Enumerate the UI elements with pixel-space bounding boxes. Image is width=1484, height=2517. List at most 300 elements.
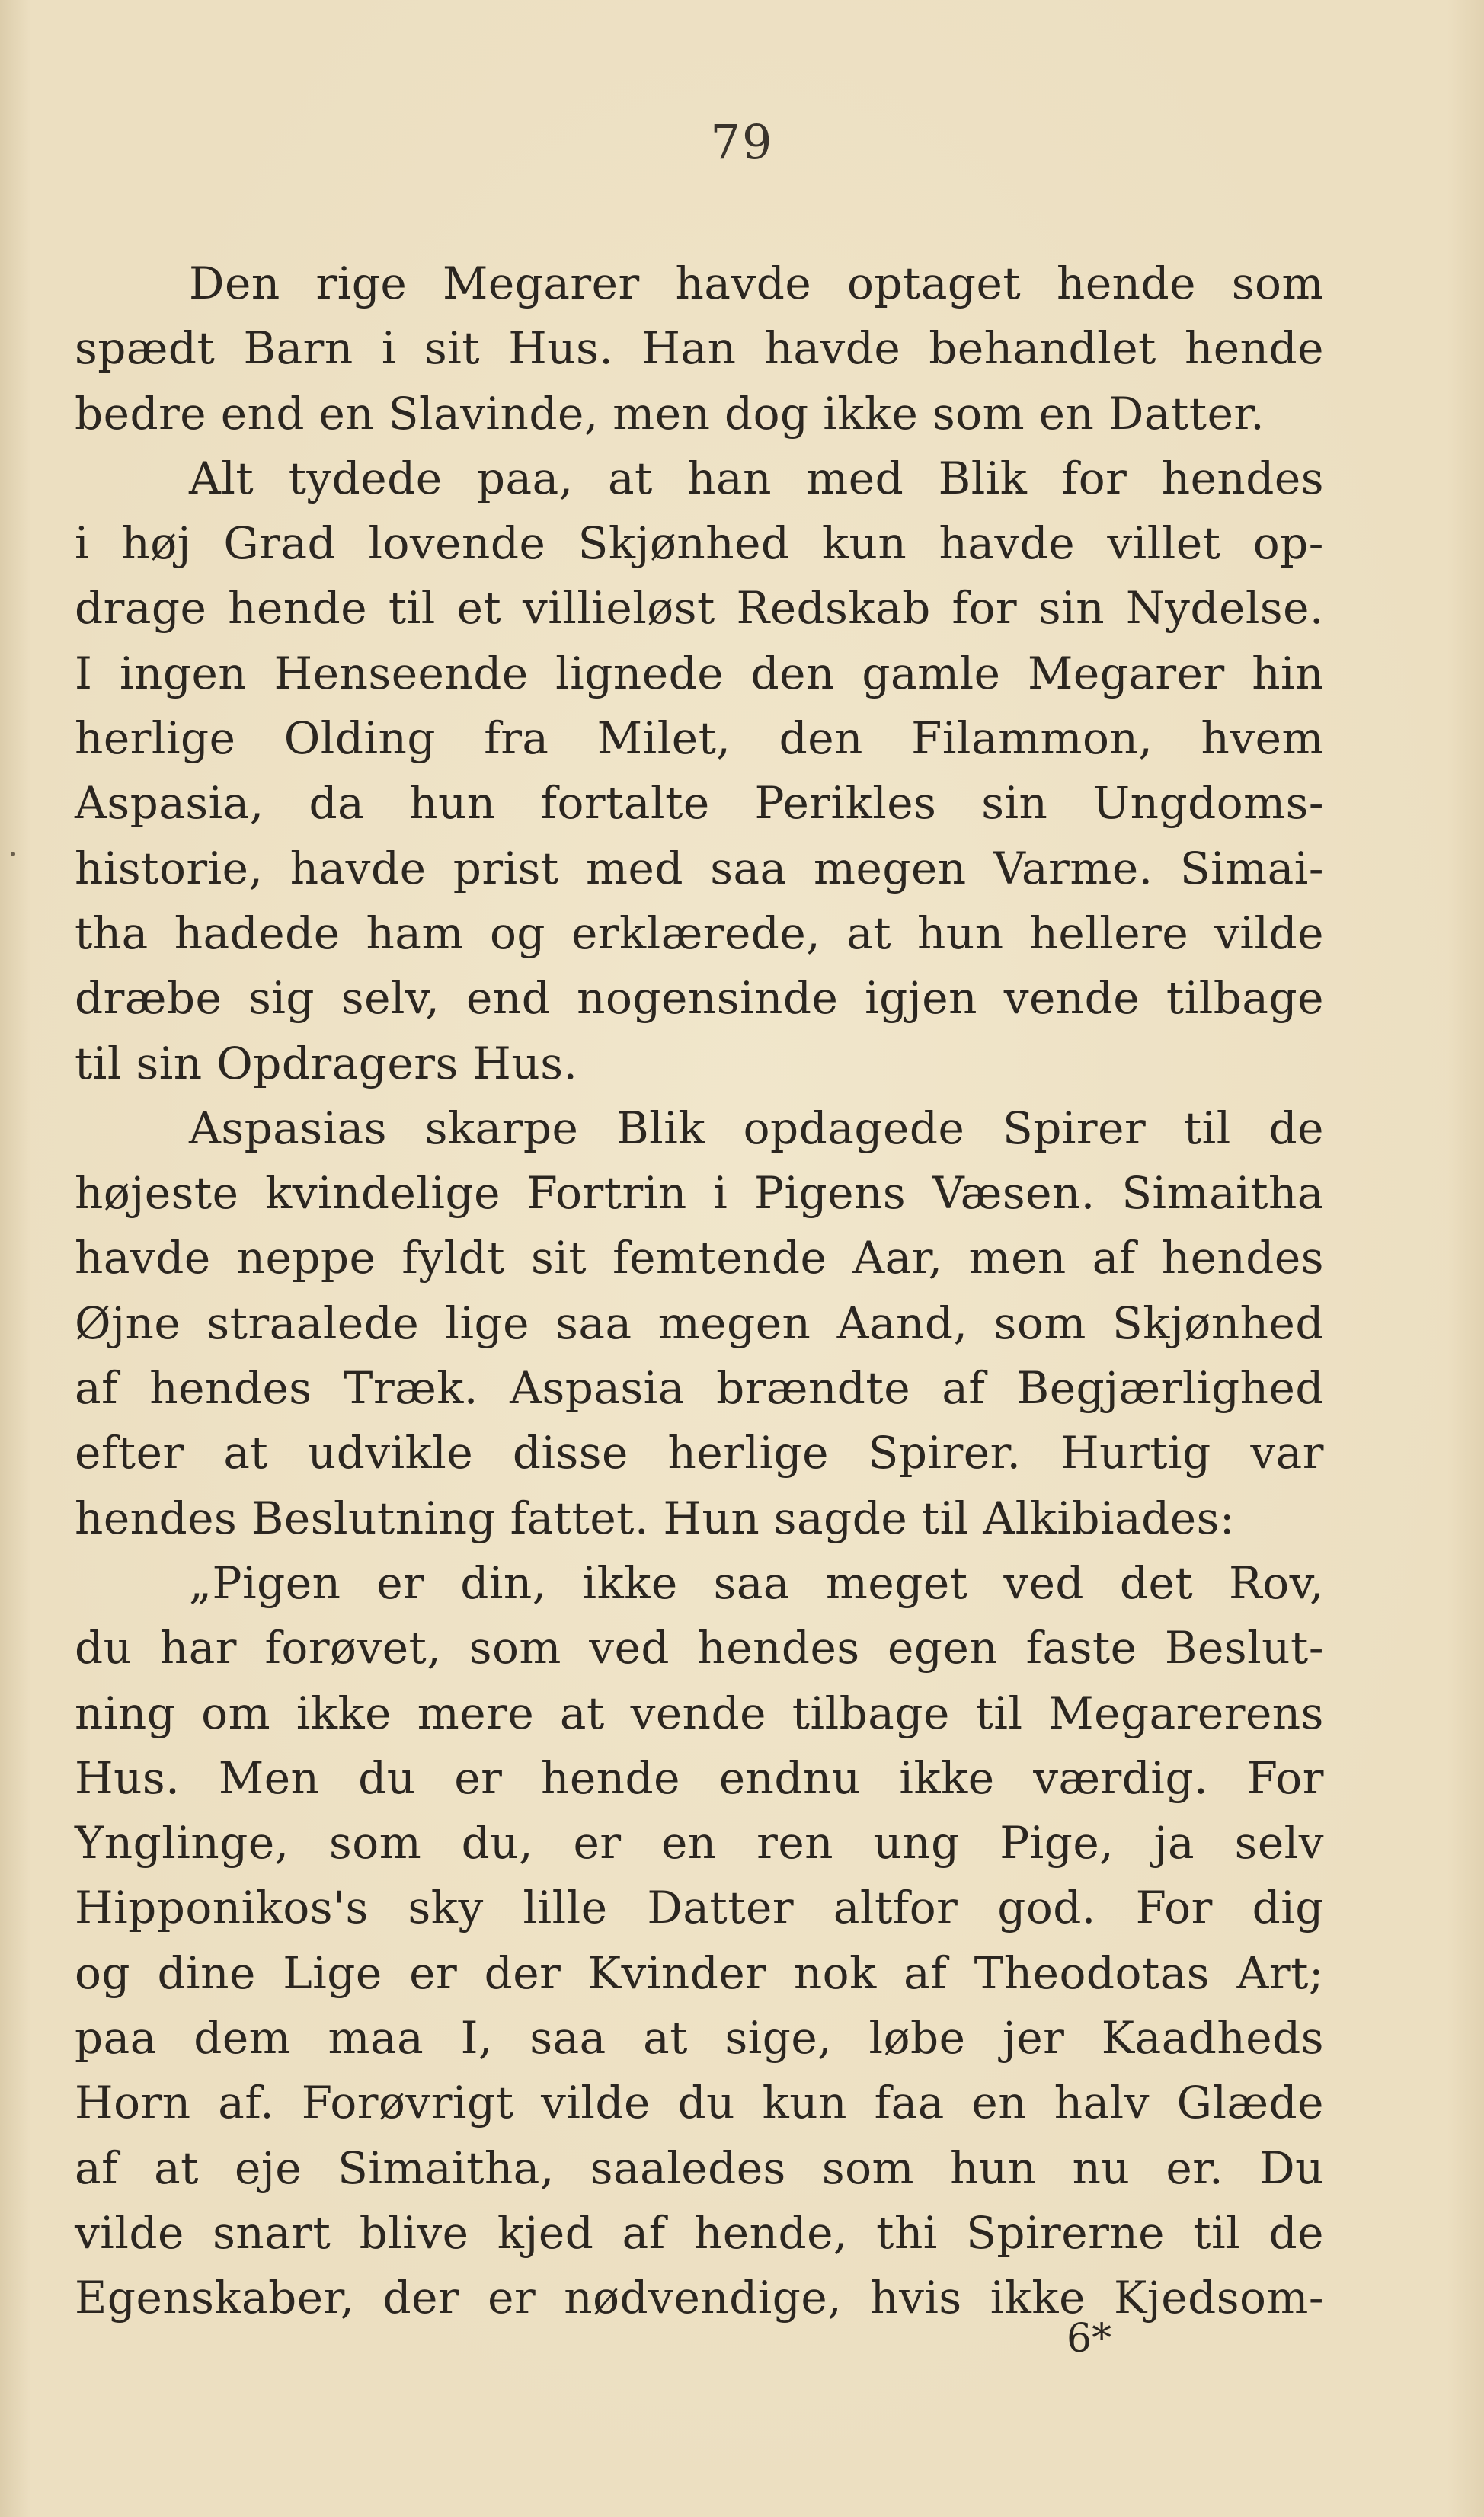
word: kvindelige <box>265 1167 501 1220</box>
word: til <box>75 1037 122 1089</box>
word: Væsen. <box>932 1167 1095 1220</box>
word: til <box>388 582 436 635</box>
word: et <box>456 582 502 635</box>
word: sin <box>981 777 1048 830</box>
word: egen <box>888 1622 999 1674</box>
body-text <box>75 251 1324 2331</box>
word: Hus. <box>508 322 614 375</box>
word: Ungdoms- <box>1092 777 1324 830</box>
word: men <box>612 387 711 440</box>
word: Megarer <box>1027 647 1225 699</box>
word: Olding <box>283 712 436 765</box>
word: den <box>750 647 835 699</box>
word: Træk. <box>343 1362 478 1415</box>
word: vende <box>1003 972 1140 1025</box>
word: kun <box>762 2077 848 2129</box>
word: ikke <box>990 2272 1086 2324</box>
word: af <box>1092 1232 1136 1284</box>
text-line <box>75 1031 1324 1096</box>
word: Hus. <box>472 1037 578 1089</box>
word: brændte <box>716 1362 911 1415</box>
word: Egenskaber, <box>75 2272 355 2324</box>
word: snart <box>213 2206 331 2259</box>
word: ning <box>75 1687 176 1739</box>
text-line <box>75 1681 1324 1746</box>
word: hellere <box>1029 907 1189 959</box>
word: endnu <box>718 1751 861 1804</box>
word: hendes <box>1161 452 1324 504</box>
word: af <box>904 1946 948 1999</box>
word: Henseende <box>273 647 529 699</box>
word: Kjedsom- <box>1113 2272 1324 2324</box>
word: hvem <box>1201 712 1324 765</box>
word: tilbage <box>1166 972 1324 1025</box>
word: kun <box>821 517 907 570</box>
word: saaledes <box>590 2141 786 2194</box>
word: til <box>975 1687 1023 1739</box>
word: „Pigen <box>189 1556 341 1609</box>
text-line <box>75 2006 1324 2071</box>
word: Varme. <box>993 842 1153 894</box>
word: jer <box>1002 2012 1065 2064</box>
text-line <box>75 1811 1324 1876</box>
word: høj <box>121 517 192 570</box>
word: ikke <box>899 1751 995 1804</box>
word: de <box>1268 2206 1324 2259</box>
text-line <box>75 382 1324 446</box>
text-line <box>75 2266 1324 2330</box>
word: femtende <box>612 1232 827 1284</box>
word: hendes <box>1161 1232 1324 1284</box>
word: Opdragers <box>216 1037 459 1089</box>
word: Nydelse. <box>1125 582 1324 635</box>
word: i <box>75 517 90 570</box>
word: ingen <box>119 647 248 699</box>
word: der <box>484 1946 561 1999</box>
word: tha <box>75 907 149 959</box>
text-line <box>75 966 1324 1031</box>
word: Hun <box>663 1492 760 1544</box>
word: bedre <box>75 387 207 440</box>
word: af <box>75 2141 119 2194</box>
word: det <box>1119 1556 1194 1609</box>
word: af. <box>218 2077 275 2129</box>
word: villet <box>1107 517 1221 570</box>
word: straalede <box>206 1297 420 1349</box>
word: med <box>806 452 904 504</box>
text-line <box>75 446 1324 511</box>
text-line <box>75 901 1324 966</box>
word: tydede <box>288 452 443 504</box>
word: ved <box>589 1622 670 1674</box>
word: var <box>1250 1427 1324 1479</box>
word: Fortrin <box>526 1167 687 1220</box>
word: saa <box>529 2012 606 2064</box>
word: Redskab <box>736 582 931 635</box>
word: for <box>951 582 1018 635</box>
word: Aar, <box>852 1232 943 1284</box>
word: Kvinder <box>587 1946 767 1999</box>
word: er <box>488 2272 536 2324</box>
word: men <box>968 1232 1067 1284</box>
word: som <box>329 1817 422 1869</box>
word: sky <box>408 1882 484 1934</box>
word: Horn <box>75 2077 191 2129</box>
word: Grad <box>223 517 337 570</box>
word: af <box>622 2206 666 2259</box>
word: ung <box>873 1817 960 1869</box>
word: da <box>309 777 365 830</box>
text-line <box>75 1421 1324 1486</box>
word: din, <box>460 1556 547 1609</box>
word: hadede <box>174 907 341 959</box>
word: Øjne <box>75 1297 181 1349</box>
word: Aspasia, <box>75 777 264 830</box>
word: han <box>687 452 772 504</box>
word: Simaitha <box>1121 1167 1324 1220</box>
word: hendes <box>149 1362 312 1415</box>
word: selv, <box>341 972 440 1025</box>
word: lige <box>445 1297 529 1349</box>
text-line <box>75 836 1324 901</box>
word: efter <box>75 1427 184 1479</box>
text-line <box>75 1616 1324 1681</box>
word: er <box>573 1817 622 1869</box>
word: løbe <box>868 2012 966 2064</box>
word: faste <box>1025 1622 1137 1674</box>
word: Du <box>1259 2141 1324 2194</box>
word: en <box>660 1817 717 1869</box>
word: spædt <box>75 322 216 375</box>
word: de <box>1268 1102 1324 1154</box>
signature-mark: 6* <box>1067 2316 1112 2362</box>
word: Rov, <box>1229 1556 1324 1609</box>
word: villieløst <box>522 582 715 635</box>
text-line <box>75 641 1324 706</box>
word: Megarer <box>443 257 640 309</box>
word: til <box>921 1492 969 1544</box>
text-line <box>75 576 1324 641</box>
word: Barn <box>243 322 353 375</box>
word: udvikle <box>307 1427 474 1479</box>
word: sig <box>248 972 315 1025</box>
word: igjen <box>865 972 977 1025</box>
word: Spirer. <box>868 1427 1022 1479</box>
word: gamle <box>862 647 1001 699</box>
word: mere <box>417 1687 535 1739</box>
word: Datter. <box>1108 387 1265 440</box>
word: fortalte <box>540 777 710 830</box>
word: dig <box>1252 1882 1324 1934</box>
word: Alkibiades: <box>983 1492 1235 1544</box>
word: Hurtig <box>1060 1427 1211 1479</box>
word: lovende <box>368 517 546 570</box>
word: at <box>846 907 892 959</box>
text-line <box>75 1941 1324 2006</box>
word: Theodotas <box>974 1946 1211 1999</box>
word: Spirer <box>1002 1102 1147 1154</box>
word: faa <box>874 2077 945 2129</box>
word: Han <box>641 322 737 375</box>
text-line <box>75 1291 1324 1356</box>
word: Men <box>218 1751 320 1804</box>
word: værdig. <box>1033 1751 1209 1804</box>
word: at <box>559 1687 605 1739</box>
word: Beslutning <box>251 1492 497 1544</box>
word: sit <box>424 322 481 375</box>
text-line <box>75 1096 1324 1161</box>
word: vende <box>630 1687 766 1739</box>
text-line <box>75 1226 1324 1290</box>
word: nok <box>793 1946 877 1999</box>
word: at <box>607 452 653 504</box>
word: hun <box>916 907 1004 959</box>
word: erklærede, <box>571 907 821 959</box>
word: af <box>75 1362 119 1415</box>
word: er <box>376 1556 425 1609</box>
word: Ynglinge, <box>75 1817 289 1869</box>
word: fra <box>484 712 549 765</box>
word: optaget <box>846 257 1022 309</box>
word: halv <box>1054 2077 1150 2129</box>
word: rige <box>315 257 408 309</box>
word: du <box>358 1751 416 1804</box>
word: der <box>382 2272 460 2324</box>
word: for <box>1061 452 1127 504</box>
word: forøvet, <box>264 1622 442 1674</box>
word: paa, <box>476 452 574 504</box>
word: ved <box>1003 1556 1085 1609</box>
word: Skjønhed <box>1112 1297 1324 1349</box>
word: thi <box>876 2206 938 2259</box>
word: vilde <box>75 2206 184 2259</box>
text-line <box>75 2201 1324 2266</box>
word: hvis <box>870 2272 962 2324</box>
word: til <box>1183 1102 1231 1154</box>
word: prist <box>453 842 559 894</box>
word: dog <box>724 387 809 440</box>
word: opdagede <box>743 1102 965 1154</box>
word: en <box>971 2077 1028 2129</box>
word: Pige, <box>999 1817 1115 1869</box>
word: Skjønhed <box>577 517 790 570</box>
word: hin <box>1252 647 1324 699</box>
word: Simaitha, <box>337 2141 555 2194</box>
word: Hus. <box>75 1751 181 1804</box>
word: saa <box>713 1556 791 1609</box>
word: maa <box>328 2012 424 2064</box>
word: dine <box>157 1946 256 1999</box>
word: hende, <box>693 2206 848 2259</box>
word: hendes <box>75 1492 238 1544</box>
text-line <box>75 316 1324 381</box>
word: nødvendige, <box>564 2272 843 2324</box>
word: behandlet <box>929 322 1156 375</box>
word: altfor <box>833 1882 958 1934</box>
word: at <box>154 2141 199 2194</box>
word: lignede <box>555 647 724 699</box>
word: eje <box>235 2141 302 2194</box>
word: selv <box>1234 1817 1324 1869</box>
word: Den <box>189 257 280 309</box>
word: Pigens <box>753 1167 907 1220</box>
word: ikke <box>582 1556 678 1609</box>
word: at <box>643 2012 689 2064</box>
text-line <box>75 251 1324 316</box>
word: du, <box>461 1817 534 1869</box>
word: i <box>713 1167 728 1220</box>
word: Forøvrigt <box>301 2077 514 2129</box>
word: meget <box>825 1556 968 1609</box>
word: dræbe <box>75 972 222 1025</box>
word: er. <box>1166 2141 1224 2194</box>
word: Slavinde, <box>388 387 599 440</box>
word: sagde <box>773 1492 908 1544</box>
word: neppe <box>236 1232 376 1284</box>
word: Simai- <box>1179 842 1324 894</box>
word: ham <box>366 907 464 959</box>
word: Datter <box>647 1882 795 1934</box>
word: i <box>381 322 396 375</box>
word: den <box>779 712 863 765</box>
text-line <box>75 1486 1324 1551</box>
word: ikke <box>296 1687 392 1739</box>
word: som <box>932 387 1025 440</box>
word: blive <box>359 2206 469 2259</box>
word: fattet. <box>510 1492 649 1544</box>
word: sin <box>1038 582 1105 635</box>
word: af <box>942 1362 986 1415</box>
word: Kaadheds <box>1101 2012 1324 2064</box>
word: drage <box>75 582 207 635</box>
word: saa <box>555 1297 632 1349</box>
text-line <box>75 2136 1324 2201</box>
word: havde <box>75 1232 211 1284</box>
text-line <box>75 1876 1324 1940</box>
word: hun <box>409 777 496 830</box>
word: hende <box>541 1751 681 1804</box>
word: saa <box>710 842 787 894</box>
word: dem <box>193 2012 292 2064</box>
word: højeste <box>75 1167 239 1220</box>
word: havde <box>939 517 1076 570</box>
text-line <box>75 2071 1324 2135</box>
word: Megarerens <box>1048 1687 1324 1739</box>
word: som <box>1231 257 1324 309</box>
word: som <box>993 1297 1086 1349</box>
word: For <box>1135 1882 1213 1934</box>
word: end <box>220 387 305 440</box>
word: Alt <box>189 452 254 504</box>
word: Glæde <box>1176 2077 1324 2129</box>
word: hende <box>1056 257 1196 309</box>
word: nu <box>1072 2141 1131 2194</box>
word: Begjærlighed <box>1016 1362 1324 1415</box>
word: havde <box>289 842 427 894</box>
word: paa <box>75 2012 157 2064</box>
text-line <box>75 1356 1324 1421</box>
word: end <box>466 972 551 1025</box>
word: Filammon, <box>911 712 1153 765</box>
text-line <box>75 1161 1324 1226</box>
word: og <box>489 907 545 959</box>
word: skarpe <box>424 1102 579 1154</box>
word: op- <box>1252 517 1324 570</box>
word: som <box>821 2141 915 2194</box>
word: lille <box>523 1882 608 1934</box>
word: du <box>677 2077 736 2129</box>
word: disse <box>512 1427 628 1479</box>
word: Beslut- <box>1164 1622 1324 1674</box>
word: Perikles <box>754 777 937 830</box>
word: historie, <box>75 842 264 894</box>
word: hende <box>228 582 368 635</box>
word: du <box>75 1622 133 1674</box>
word: er <box>454 1751 503 1804</box>
word: en <box>318 387 375 440</box>
word: megen <box>814 842 967 894</box>
word: vilde <box>1214 907 1324 959</box>
text-line <box>75 1746 1324 1811</box>
word: ja <box>1153 1817 1195 1869</box>
word: Blik <box>938 452 1028 504</box>
word: nogensinde <box>577 972 839 1025</box>
word: herlige <box>75 712 236 765</box>
word: ikke <box>823 387 919 440</box>
word: til <box>1193 2206 1241 2259</box>
word: Aand, <box>836 1297 968 1349</box>
word: sin <box>136 1037 203 1089</box>
word: Milet, <box>596 712 731 765</box>
word: Aspasia <box>510 1362 685 1415</box>
word: kjed <box>497 2206 594 2259</box>
text-line <box>75 511 1324 576</box>
page-number: 79 <box>710 114 774 170</box>
word: om <box>201 1687 271 1739</box>
word: en <box>1038 387 1095 440</box>
word: Lige <box>283 1946 382 1999</box>
text-line <box>75 771 1324 836</box>
word: og <box>75 1946 131 1999</box>
word: Art; <box>1236 1946 1324 1999</box>
word: Spirerne <box>966 2206 1166 2259</box>
word: med <box>586 842 683 894</box>
word: herlige <box>667 1427 829 1479</box>
word: havde <box>764 322 901 375</box>
word: tilbage <box>792 1687 950 1739</box>
margin-mark <box>11 852 15 856</box>
word: havde <box>675 257 812 309</box>
word: at <box>223 1427 269 1479</box>
word: ren <box>756 1817 833 1869</box>
word: vilde <box>541 2077 651 2129</box>
word: hendes <box>697 1622 860 1674</box>
word: For <box>1246 1751 1324 1804</box>
word: Aspasias <box>189 1102 388 1154</box>
word: er <box>409 1946 458 1999</box>
word: megen <box>657 1297 811 1349</box>
word: Blik <box>616 1102 705 1154</box>
word: sige, <box>724 2012 833 2064</box>
word: hende <box>1184 322 1324 375</box>
word: I, <box>460 2012 493 2064</box>
word: hun <box>950 2141 1037 2194</box>
word: som <box>469 1622 561 1674</box>
text-line <box>75 1551 1324 1616</box>
text-line <box>75 706 1324 771</box>
word: god. <box>997 1882 1096 1934</box>
word: Hipponikos's <box>75 1882 369 1934</box>
